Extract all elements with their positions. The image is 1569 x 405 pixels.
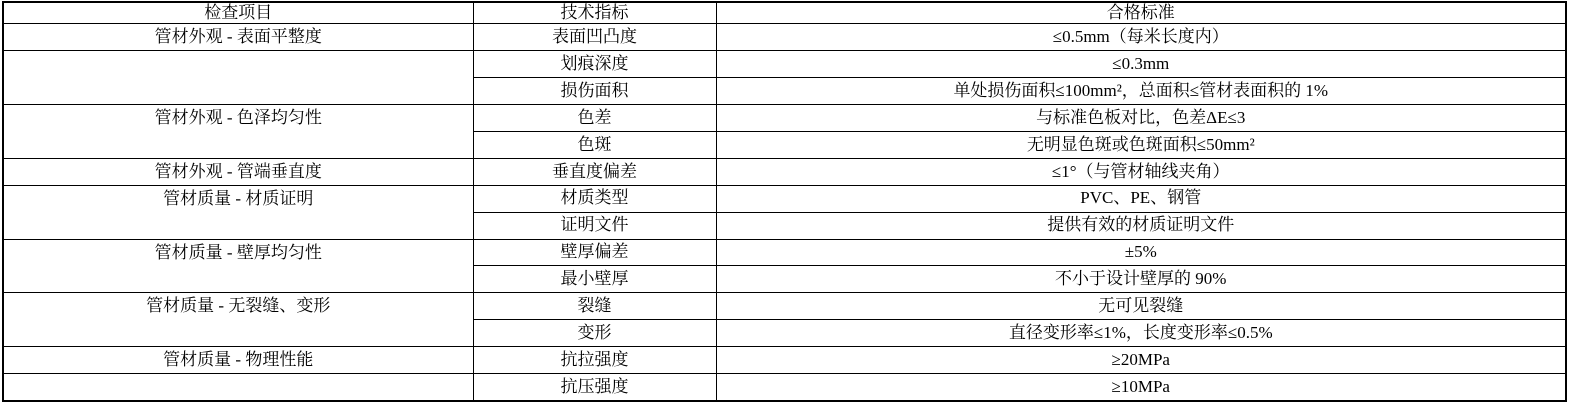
cell-indicator: 材质类型 <box>473 185 716 212</box>
cell-indicator: 裂缝 <box>473 293 716 320</box>
cell-item: 管材外观 - 管端垂直度 <box>3 158 473 185</box>
table-row <box>3 51 1566 78</box>
cell-standard: 直径变形率≤1%，长度变形率≤0.5% <box>716 320 1566 347</box>
cell-standard: 不小于设计壁厚的 90% <box>716 266 1566 293</box>
cell-indicator: 抗压强度 <box>473 373 716 401</box>
cell-item: 管材质量 - 物理性能 <box>3 347 473 374</box>
cell-standard: ≤0.5mm（每米长度内） <box>716 24 1566 51</box>
cell-indicator: 抗拉强度 <box>473 347 716 374</box>
table-row <box>3 185 1566 212</box>
column-header-indicator: 技术指标 <box>473 2 716 24</box>
inspection-criteria-table <box>2 1 1567 402</box>
table-row <box>3 158 1566 185</box>
cell-standard: 无可见裂缝 <box>716 293 1566 320</box>
cell-indicator: 表面凹凸度 <box>473 24 716 51</box>
table-row <box>3 105 1566 132</box>
column-header-standard: 合格标准 <box>716 2 1566 24</box>
cell-standard: ≥10MPa <box>716 373 1566 401</box>
cell-item: 管材质量 - 无裂缝、变形 <box>3 293 473 347</box>
header-row <box>3 2 1566 24</box>
table-row <box>3 373 1566 401</box>
table-row <box>3 239 1566 266</box>
cell-indicator: 壁厚偏差 <box>473 239 716 266</box>
cell-standard: ±5% <box>716 239 1566 266</box>
cell-standard: 单处损伤面积≤100mm²，总面积≤管材表面积的 1% <box>716 78 1566 105</box>
cell-indicator: 色斑 <box>473 131 716 158</box>
table-row <box>3 24 1566 51</box>
table-row <box>3 293 1566 320</box>
cell-item <box>3 373 473 401</box>
column-header-item: 检查项目 <box>3 2 473 24</box>
cell-standard: ≥20MPa <box>716 347 1566 374</box>
cell-indicator: 最小壁厚 <box>473 266 716 293</box>
cell-standard: 提供有效的材质证明文件 <box>716 212 1566 239</box>
cell-standard: 与标准色板对比，色差ΔE≤3 <box>716 105 1566 132</box>
cell-indicator: 色差 <box>473 105 716 132</box>
cell-standard: 无明显色斑或色斑面积≤50mm² <box>716 131 1566 158</box>
cell-indicator: 垂直度偏差 <box>473 158 716 185</box>
table-row <box>3 347 1566 374</box>
cell-indicator: 损伤面积 <box>473 78 716 105</box>
cell-indicator: 变形 <box>473 320 716 347</box>
cell-item: 管材质量 - 材质证明 <box>3 185 473 239</box>
cell-indicator: 证明文件 <box>473 212 716 239</box>
cell-item <box>3 51 473 105</box>
cell-item: 管材外观 - 色泽均匀性 <box>3 105 473 159</box>
cell-standard: ≤0.3mm <box>716 51 1566 78</box>
cell-standard: PVC、PE、钢管 <box>716 185 1566 212</box>
cell-indicator: 划痕深度 <box>473 51 716 78</box>
cell-standard: ≤1°（与管材轴线夹角） <box>716 158 1566 185</box>
cell-item: 管材质量 - 壁厚均匀性 <box>3 239 473 293</box>
cell-item: 管材外观 - 表面平整度 <box>3 24 473 51</box>
